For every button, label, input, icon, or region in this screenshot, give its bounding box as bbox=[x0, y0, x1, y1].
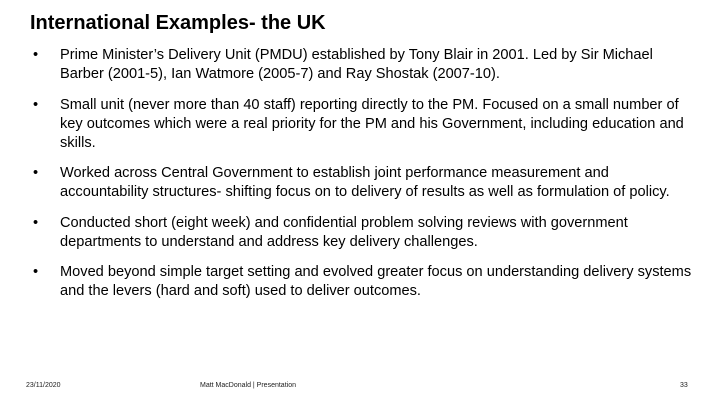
bullet-text: Small unit (never more than 40 staff) reporting directly to the PM. Focused on a small number of key outcomes which were a real priority for the PM and his Government, including education and skills. bbox=[60, 96, 684, 151]
bullet-icon: • bbox=[33, 214, 39, 231]
bullet-icon: • bbox=[33, 165, 39, 181]
list-item bbox=[33, 46, 693, 84]
list-item bbox=[33, 96, 693, 153]
footer-date: 23/11/2020 bbox=[26, 382, 61, 389]
bullet-text: Conducted short (eight week) and confidential problem solving reviews with government departments to understand and address key delivery challenges. bbox=[60, 214, 628, 250]
slide-title: International Examples- the UK bbox=[30, 12, 326, 34]
bullet-icon: • bbox=[33, 47, 39, 63]
bullet-text: Worked across Central Government to establish joint performance measurement and accountability structures- shifting focus on to delivery of results as well as formulation of policy. bbox=[60, 165, 670, 200]
page-number: 33 bbox=[680, 382, 688, 389]
list-item bbox=[33, 263, 693, 301]
list-item bbox=[33, 164, 693, 202]
footer-presenter: Matt MacDonald | Presentation bbox=[200, 382, 296, 389]
bullet-icon: • bbox=[33, 264, 39, 280]
bullet-list bbox=[33, 46, 693, 313]
bullet-icon: • bbox=[33, 96, 39, 113]
list-item bbox=[33, 214, 693, 252]
bullet-text: Moved beyond simple target setting and evolved greater focus on understanding delivery systems and the levers (hard and soft) used to deliver outcomes. bbox=[60, 264, 692, 299]
bullet-text: Prime Minister’s Delivery Unit (PMDU) established by Tony Blair in 2001. Led by Sir Michael Barber (2001-5), Ian Watmore (2005-7) and Ray Shostak (2007-10). bbox=[60, 47, 653, 82]
